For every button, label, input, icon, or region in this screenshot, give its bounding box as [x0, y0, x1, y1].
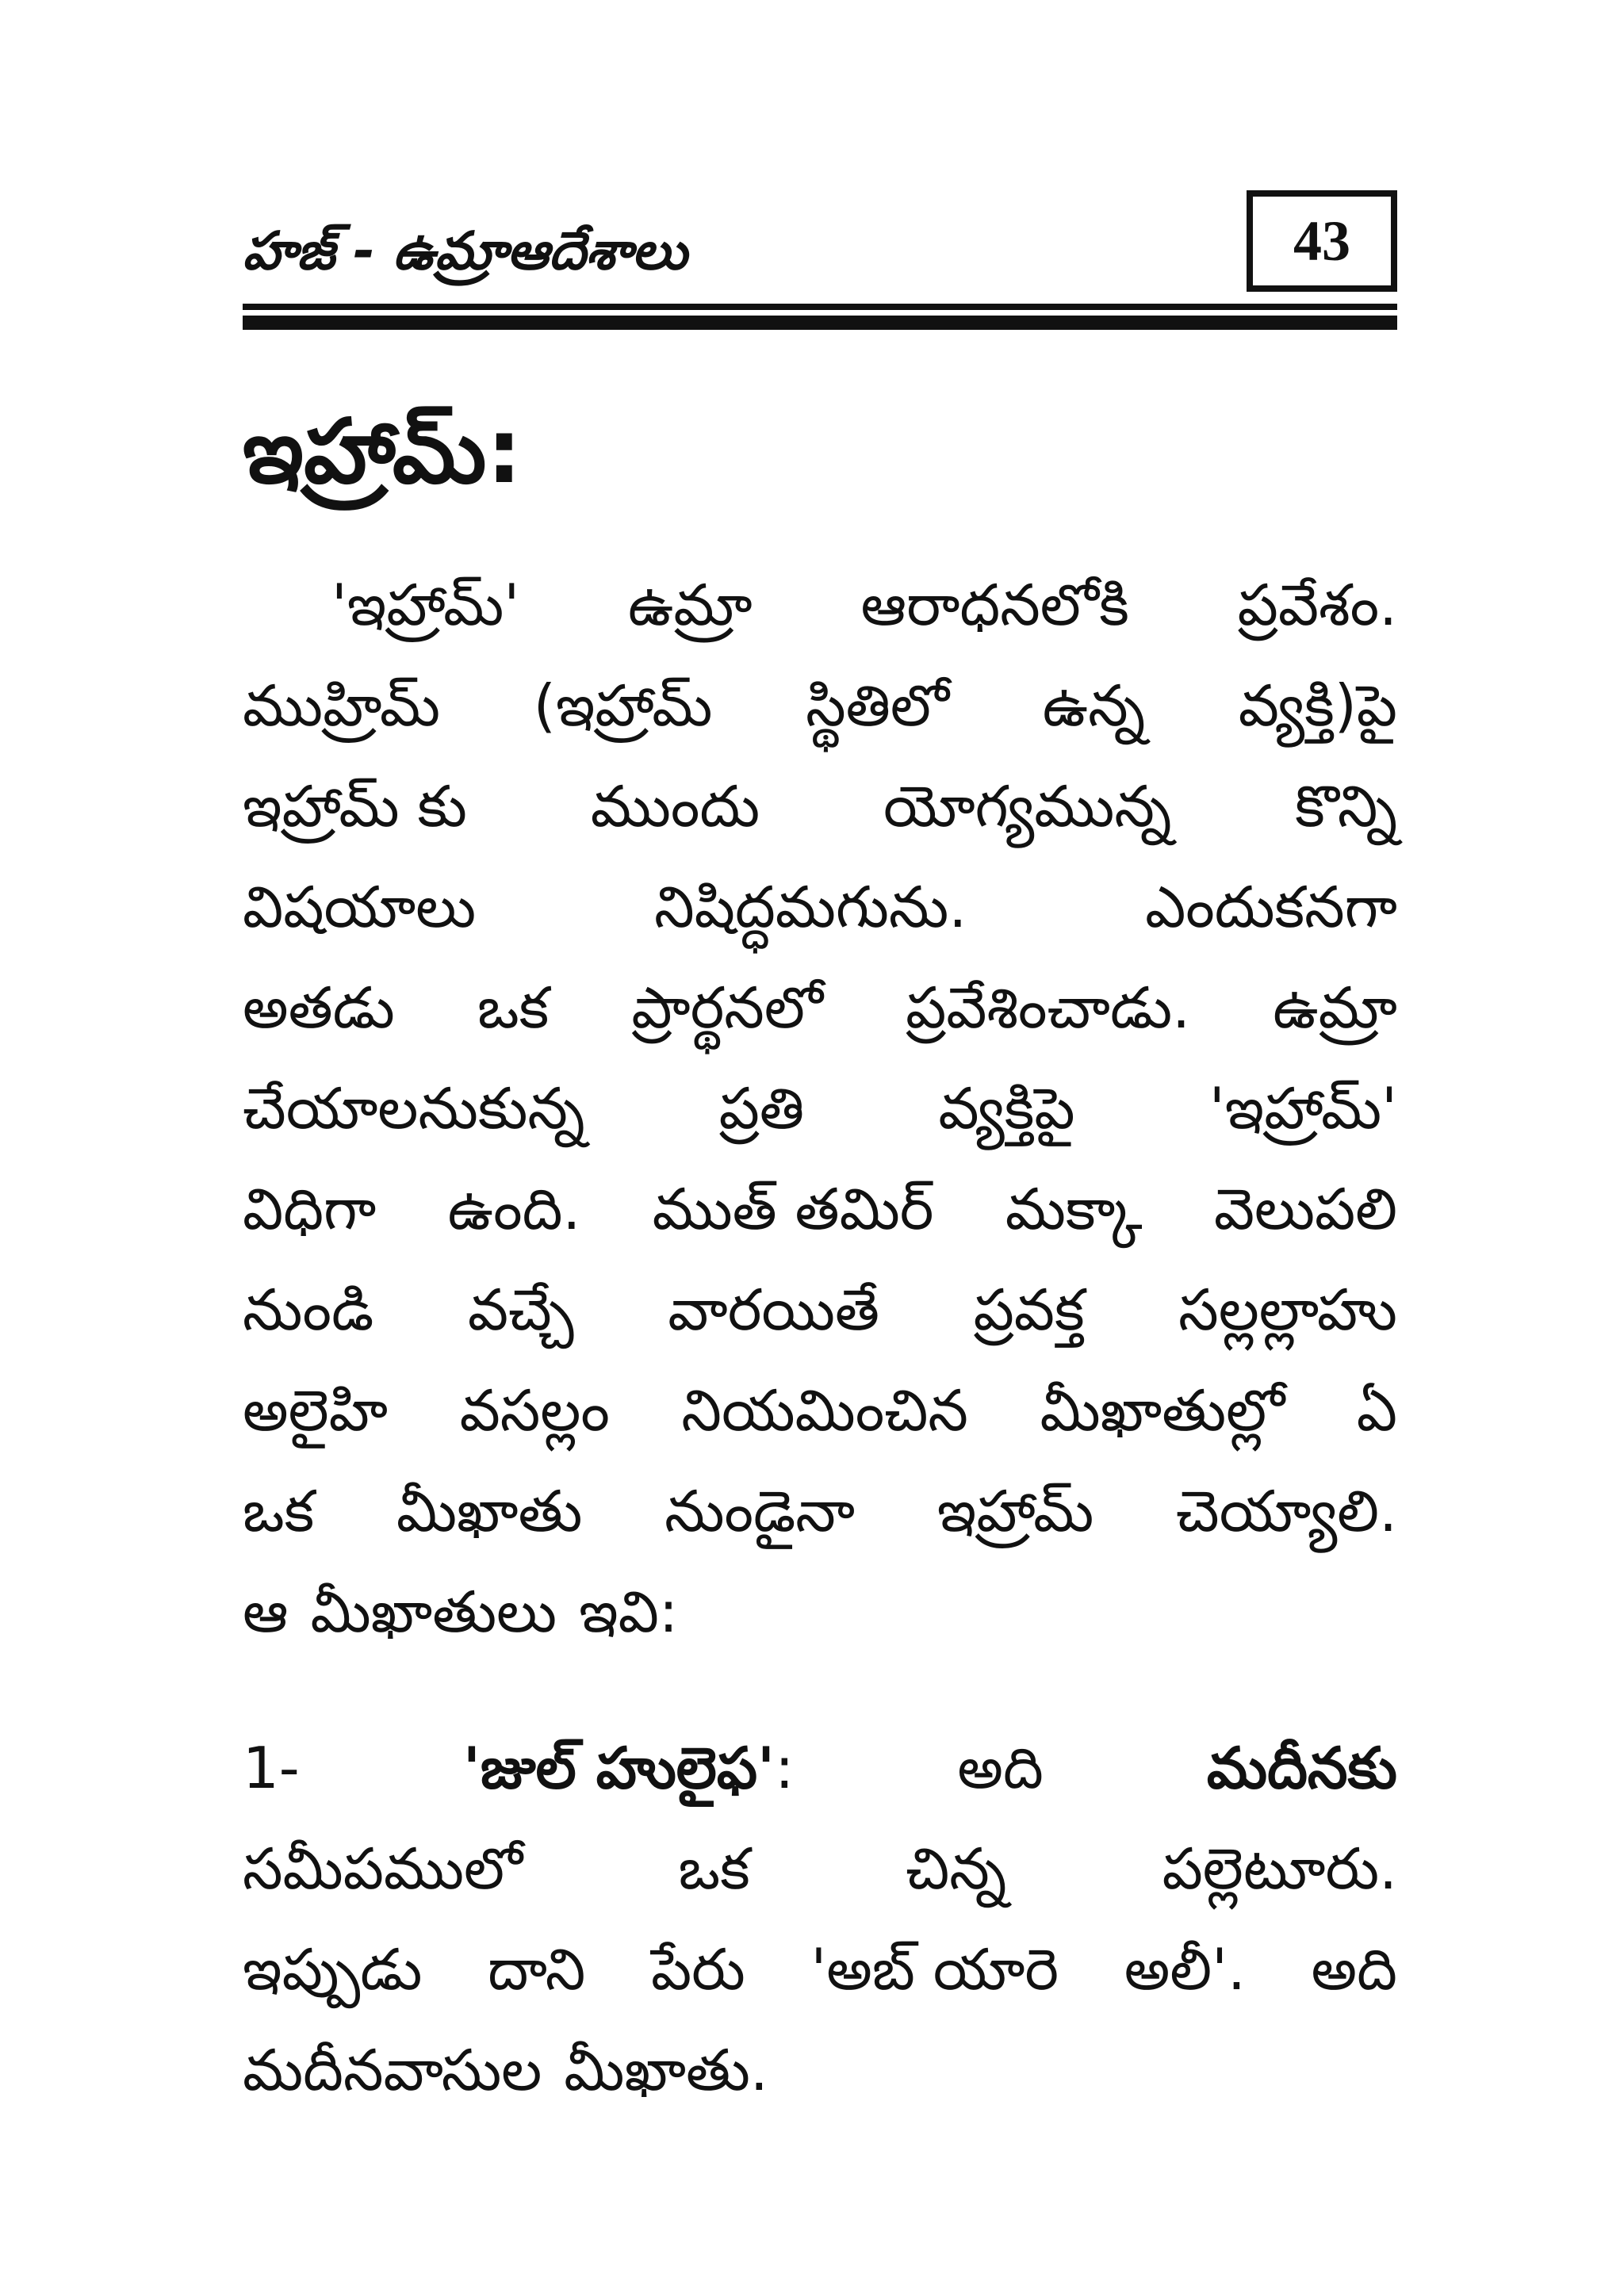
word: స్థితిలో	[806, 672, 950, 739]
word: ప్రార్థనలో	[631, 974, 823, 1041]
word: పల్లెటూరు.	[1162, 1835, 1397, 1902]
paragraph-line	[243, 958, 1397, 1058]
word: ఒక	[678, 1835, 750, 1902]
word: మీఖాతు	[396, 1478, 583, 1544]
word: వసల్లం	[459, 1377, 610, 1444]
word: మీఖాతు.	[564, 2037, 768, 2103]
word: వ్యక్తిపై	[938, 1075, 1075, 1142]
word: సమీపములో	[243, 1835, 523, 1902]
paragraph-line	[243, 756, 1397, 857]
word: ముందు	[590, 773, 760, 840]
word: ఆరాధనలోకి	[860, 572, 1129, 638]
word: నిషిద్ధమగును.	[654, 874, 967, 940]
word: ముత్ తమిర్	[652, 1176, 934, 1242]
word: ఇహ్రామ్	[936, 1478, 1094, 1544]
word: దాని	[488, 1936, 586, 2003]
page-number: 43	[1293, 209, 1350, 273]
paragraph-line	[243, 1461, 1397, 1562]
paragraph-line	[243, 1562, 1397, 1663]
miqat-name-text: 'జుల్ హులైఫ'	[462, 1735, 776, 1801]
word: 'ఇహ్రామ్'	[331, 572, 520, 638]
paragraph-line	[243, 1058, 1397, 1159]
word: ముహ్రిమ్	[243, 672, 441, 739]
word: అలైహి	[243, 1377, 389, 1444]
word: పేరు	[650, 1936, 745, 2003]
word: అది	[957, 1735, 1044, 1801]
body-text	[243, 555, 1397, 2121]
word: ఉమ్రా	[1273, 974, 1397, 1041]
paragraph-line	[243, 857, 1397, 958]
word: విషయాలు	[243, 874, 477, 940]
word: ఆ	[243, 1578, 289, 1645]
word: మక్కా	[1005, 1176, 1143, 1242]
word: మీఖాతులు	[310, 1578, 557, 1645]
paragraph-line	[243, 1360, 1397, 1461]
word: ఉంది.	[447, 1176, 581, 1242]
paragraph-line	[243, 1159, 1397, 1260]
word: వెలుపలి	[1213, 1176, 1397, 1242]
word: 'ఇహ్రామ్'	[1208, 1075, 1397, 1142]
header-rule-thick	[243, 316, 1397, 330]
paragraph-line	[243, 656, 1397, 756]
list-number: 1-	[243, 1735, 300, 1801]
word: ప్రతి	[718, 1075, 805, 1142]
word: ఒక	[243, 1478, 315, 1544]
word: ప్రవేశించాడు.	[906, 974, 1191, 1041]
paragraph-line	[243, 1260, 1397, 1360]
page-header	[243, 190, 1397, 317]
word: 'అబ్ యారె	[810, 1936, 1059, 2003]
word: మదీనవాసుల	[243, 2037, 542, 2103]
word: ఉన్న	[1042, 672, 1146, 739]
word: మీఖాతుల్లో	[1040, 1377, 1285, 1444]
word: ఎందుకనగా	[1145, 874, 1397, 940]
word: యోగ్యమున్న	[883, 773, 1172, 840]
word: సల్లల్లాహు	[1178, 1276, 1397, 1343]
list-item-line	[243, 1718, 1397, 1819]
list-item-line	[243, 1819, 1397, 1919]
word: అలీ'.	[1124, 1936, 1246, 2003]
word: నియమించిన	[681, 1377, 968, 1444]
place-name: మదీనకు	[1206, 1735, 1397, 1801]
word: చేయాలనుకున్న	[243, 1075, 585, 1142]
word: చిన్న	[906, 1835, 1007, 1902]
miqat-name	[463, 1718, 795, 1819]
miqat-name-colon: :	[775, 1735, 795, 1801]
list-item-line	[243, 2020, 1397, 2121]
paragraph-line	[243, 555, 1397, 656]
word: చెయ్యాలి.	[1175, 1478, 1397, 1544]
word: ప్రవక్త	[973, 1276, 1085, 1343]
word: అతడు	[243, 974, 395, 1041]
word: నుండి	[243, 1276, 374, 1343]
word: విధిగా	[243, 1176, 377, 1242]
word: ఇప్పుడు	[243, 1936, 423, 2003]
word: ఇవి:	[579, 1578, 679, 1645]
page-number-box	[1247, 190, 1397, 292]
running-title: హజ్ - ఉమ్రాఆదేశాలు	[243, 220, 688, 281]
paragraph-gap	[243, 1663, 1397, 1718]
word: ఇహ్రామ్ కు	[243, 773, 467, 840]
word: వ్యక్తి)పై	[1238, 672, 1397, 739]
word: ఉమ్రా	[627, 572, 753, 638]
word: వచ్చే	[467, 1276, 574, 1343]
word: ఏ	[1356, 1377, 1397, 1444]
word: నుండైనా	[665, 1478, 856, 1544]
section-heading: ఇహ్రామ్:	[243, 400, 523, 503]
word: ఒక	[477, 974, 550, 1041]
word: వారయితే	[668, 1276, 880, 1343]
header-rule-thin	[243, 304, 1397, 310]
word: (ఇహ్రామ్	[533, 672, 713, 739]
word: ప్రవేశం.	[1237, 572, 1397, 638]
word: అది	[1311, 1936, 1397, 2003]
list-item-line	[243, 1919, 1397, 2020]
word: కొన్ని	[1295, 773, 1397, 840]
